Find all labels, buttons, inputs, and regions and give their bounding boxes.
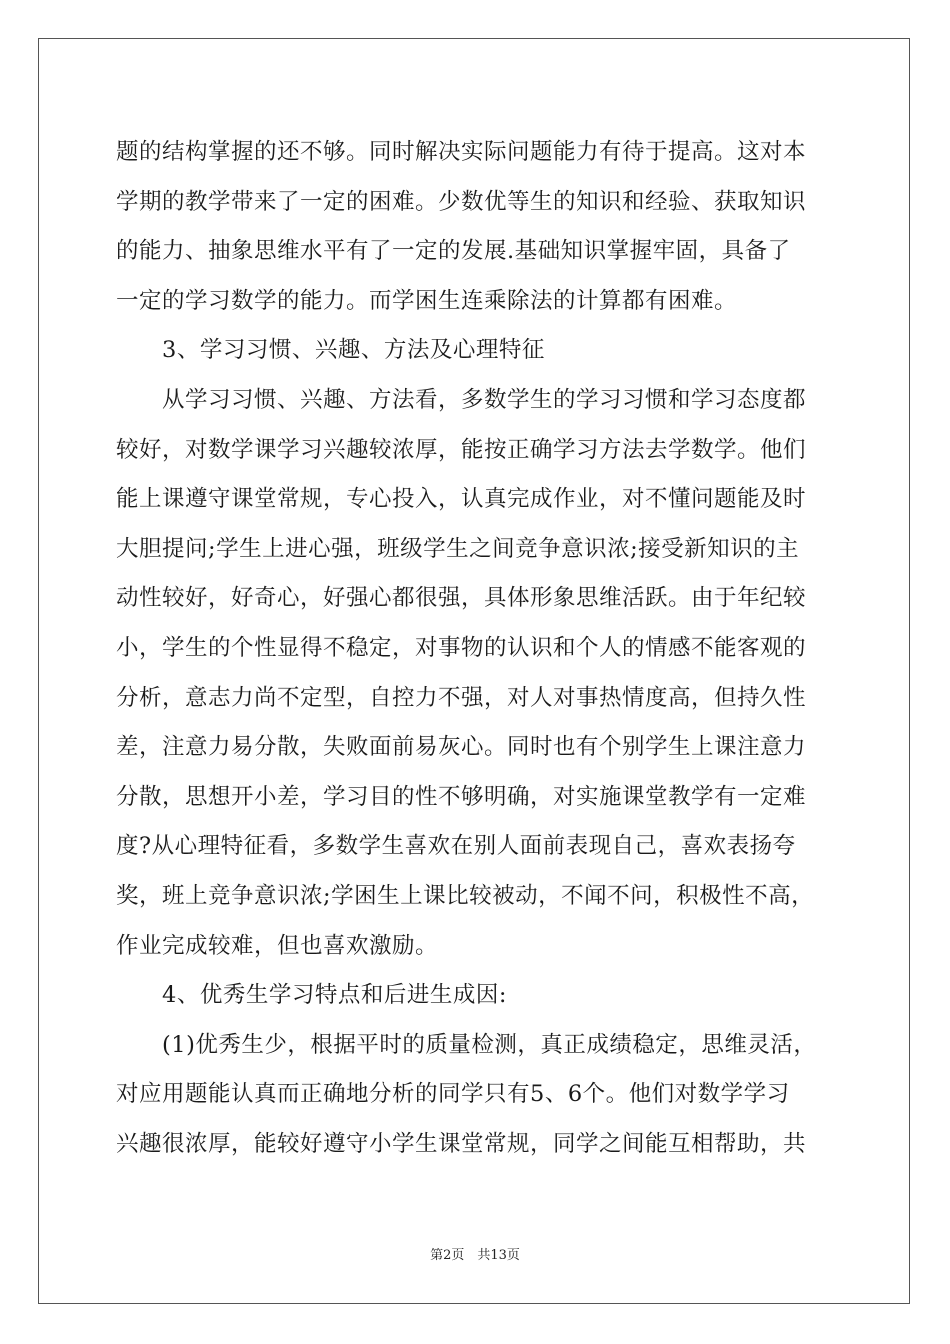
text-line-13: 差，注意力易分散，失败面前易灰心。同时也有个别学生上课注意力 [116,734,807,761]
page-footer: 第2页 共13页 [430,1248,520,1263]
text-line-1: 题的结构掌握的还不够。同时解决实际问题能力有待于提高。这对本 [116,139,807,165]
text-line-19: (1)优秀生少，根据平时的质量检测，真正成绩稳定，思维灵活， [162,1031,817,1058]
text-line-4: 一定的学习数学的能力。而学困生连乘除法的计算都有困难。 [116,287,738,314]
text-line-2: 学期的教学带来了一定的困难。少数优等生的知识和经验、获取知识 [116,188,807,215]
text-line-10: 动性较好，好奇心，好强心都很强，具体形象思维活跃。由于年纪较 [116,585,807,612]
text-line-11: 小，学生的个性显得不稳定，对事物的认识和个人的情感不能客观的 [116,634,807,661]
text-line-6: 从学习习惯、兴趣、方法看，多数学生的学习习惯和学习态度都 [162,386,807,413]
text-line-15: 度?从心理特征看，多数学生喜欢在别人面前表现自己，喜欢表扬夸 [116,833,796,860]
text-line-12: 分析，意志力尚不定型，自控力不强，对人对事热情度高，但持久性 [116,684,807,711]
section-heading-3: 3、学习习惯、兴趣、方法及心理特征 [162,337,545,364]
text-line-3: 的能力、抽象思维水平有了一定的发展.基础知识掌握牢固，具备了 [116,238,791,265]
text-line-20: 对应用题能认真而正确地分析的同学只有5、6个。他们对数学学习 [116,1081,790,1108]
text-line-16: 奖，班上竞争意识浓;学困生上课比较被动，不闻不问，积极性不高， [116,882,815,909]
text-line-17: 作业完成较难，但也喜欢激励。 [116,932,439,959]
text-line-7: 较好，对数学课学习兴趣较浓厚，能按正确学习方法去学数学。他们 [116,436,807,463]
document-body [116,128,840,1169]
text-line-21: 兴趣很浓厚，能较好遵守小学生课堂常规，同学之间能互相帮助，共 [116,1130,807,1157]
text-line-9: 大胆提问;学生上进心强，班级学生之间竞争意识浓;接受新知识的主 [116,535,800,562]
text-line-8: 能上课遵守课堂常规，专心投入，认真完成作业，对不懂问题能及时 [116,486,807,513]
text-line-14: 分散，思想开小差，学习目的性不够明确，对实施课堂教学有一定难 [116,783,807,810]
section-heading-4: 4、优秀生学习特点和后进生成因: [162,982,507,1009]
